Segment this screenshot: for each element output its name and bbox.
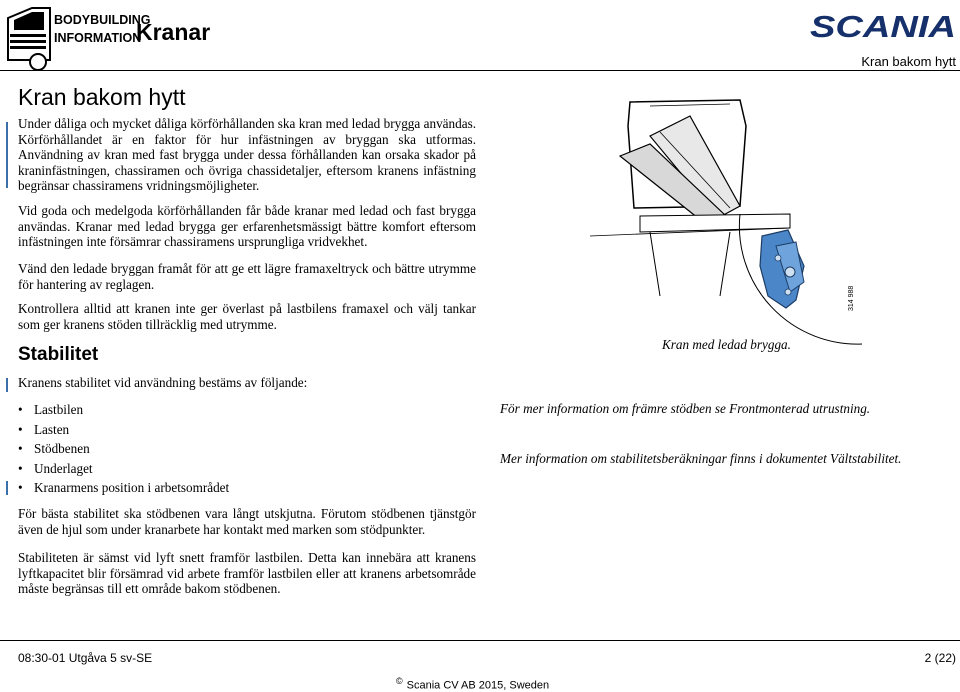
bodybuilding-information-logo [2, 0, 151, 72]
list-item: • Stödbenen [18, 439, 229, 459]
figure-code: 314 988 [848, 285, 855, 311]
change-bar [6, 481, 8, 495]
section-title-stability: Stabilitet [18, 344, 99, 365]
stability-intro: Kranens stabilitet vid användning bestäms av följande: [18, 375, 308, 390]
brand-name: SCANIA [810, 9, 956, 44]
list-item: • Lastbilen [18, 400, 229, 420]
document-version: 08:30-01 Utgåva 5 sv-SE [18, 651, 153, 665]
change-bar [6, 122, 8, 188]
page-number: 2 (22) [924, 651, 956, 665]
paragraph-support-legs: För bästa stabilitet ska stödbenen vara långt utskjutna. Förutom stödbenen tjänstgör även de hjul som under kranarbete har kontakt med marken som stödpunkter. [18, 506, 476, 537]
note-stability-calculation: Mer information om stabilitetsberäkningar finns i dokumentet Vältstabilitet. [500, 451, 902, 466]
copyright-symbol: © [396, 676, 403, 686]
paragraph-good-conditions: Vid goda och medelgoda körförhållanden får både kranar med ledad och fast brygga användas. Kranar med ledad brygga ger erfarenhetsmässigt bättre komfort eftersom infästningen inte försämrar chassiramens ursprungliga vridvekhet. [18, 203, 476, 250]
copyright-text: Scania CV AB 2015, Sweden [406, 679, 550, 692]
change-bar [6, 378, 8, 392]
note-front-support: För mer information om främre stödben se Frontmonterad utrustning. [500, 401, 871, 416]
list-item: • Lasten [18, 420, 229, 440]
header-subtitle: Kran bakom hytt [861, 54, 956, 69]
paragraph-worst-stability: Stabiliteten är sämst vid lyft snett framför lastbilen. Detta kan innebära att kranens lyftkapacitet blir försämrad vid arbete framför lastbilen eller att kranens arbetsområde måste begränsas till ett område bakom stödbenen. [18, 550, 476, 597]
logo-line1: BODYBUILDING [54, 13, 151, 27]
figure-caption: Kran med ledad brygga. [662, 337, 791, 352]
copyright [396, 676, 549, 692]
scania-logo [808, 8, 958, 42]
footer-divider [0, 640, 960, 641]
stability-factor-list [18, 400, 229, 498]
paragraph-turn-bridge: Vänd den ledade bryggan framåt för att ge ett lägre framaxeltryck och bättre utrymme för hantering av reglagen. [18, 261, 476, 292]
document-title: Kranar [136, 19, 211, 45]
section-title: Kran bakom hytt [18, 84, 186, 110]
crane-illustration [590, 96, 866, 346]
list-item: • Kranarmens position i arbetsområdet [18, 478, 229, 498]
paragraph-check-overload: Kontrollera alltid att kranen inte ger överlast på lastbilens framaxel och välj tankar som ger kranens stöden tillräcklig med utrymme. [18, 301, 476, 332]
paragraph-articulated-bridge: Under dåliga och mycket dåliga körförhållanden ska kran med ledad brygga användas. Körförhållandet är en faktor för hur infästningen av bryggan ska utformas. Användning av kran med fast brygga under dessa förhållanden kan orsaka skador på kraninfästningen, chassiramen och övriga chassidetaljer, eftersom kranens infästning begränsar chassiramens vridningsmöjligheter. [18, 116, 476, 194]
logo-line2: INFORMATION [54, 31, 142, 45]
header-divider [0, 70, 960, 71]
list-item: • Underlaget [18, 459, 229, 479]
